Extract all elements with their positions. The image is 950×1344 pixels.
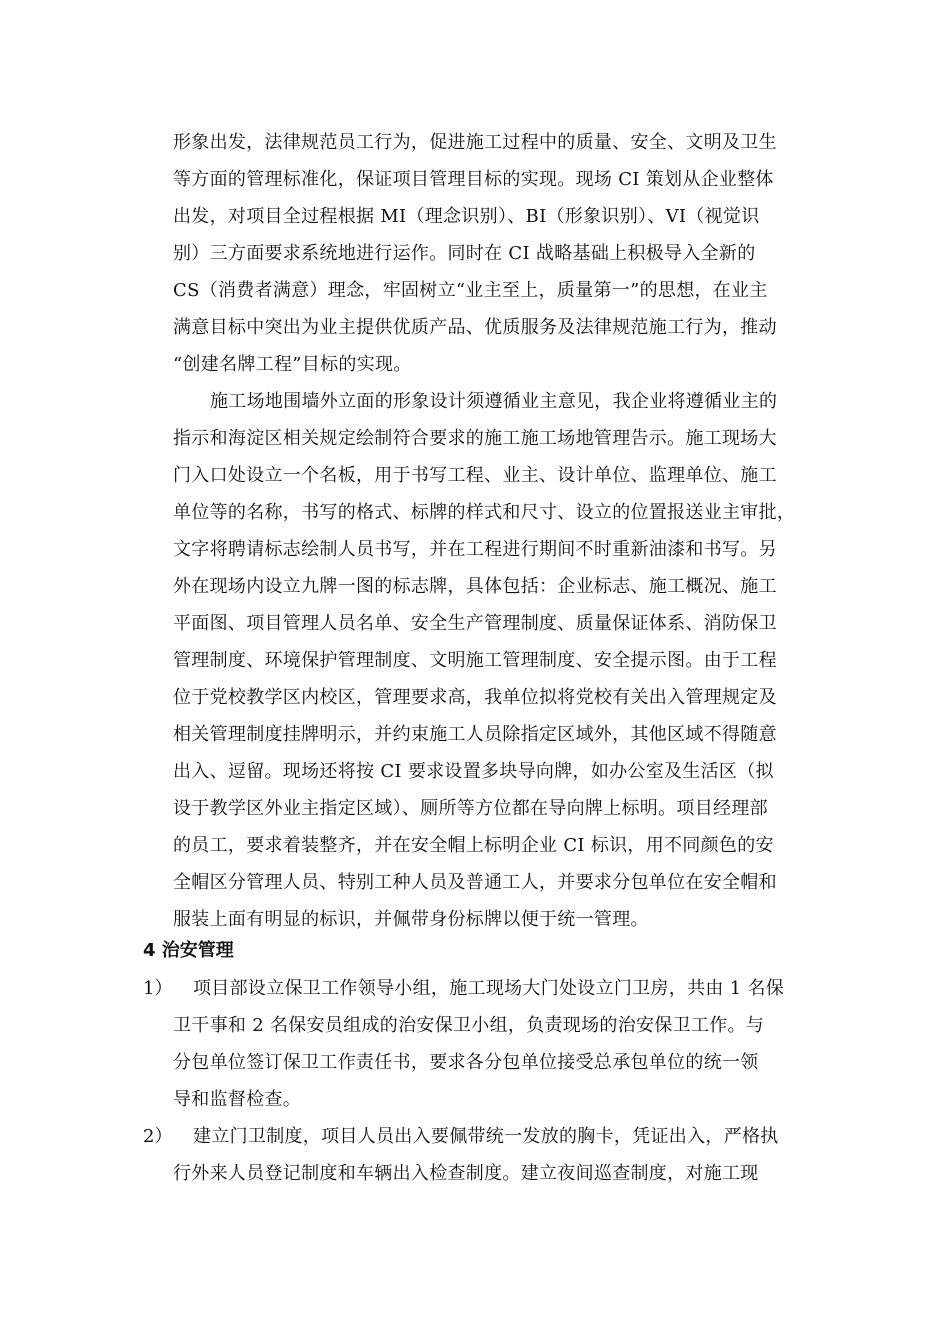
- paragraph-2-line: 平面图、项目管理人员名单、安全生产管理制度、质量保证体系、消防保卫: [173, 613, 777, 634]
- list-item-line: 项目部设立保卫工作领导小组，施工现场大门处设立门卫房，共由 1 名保: [193, 978, 785, 999]
- paragraph-2-line: 设于教学区外业主指定区域）、厕所等方位都在导向牌上标明。项目经理部: [173, 798, 768, 819]
- paragraph-2-line: 全帽区分管理人员、特别工种人员及普通工人，并要求分包单位在安全帽和: [173, 872, 777, 893]
- paragraph-1-line: CS（消费者满意）理念，牢固树立“业主至上，质量第一”的思想，在业主: [173, 280, 768, 301]
- paragraph-1-line: 等方面的管理标准化，保证项目管理目标的实现。现场 CI 策划从企业整体: [173, 169, 774, 190]
- paragraph-1-line: 满意目标中突出为业主提供优质产品、优质服务及法律规范施工行为，推动: [173, 317, 777, 338]
- paragraph-2-line: 指示和海淀区相关规定绘制符合要求的施工施工场地管理告示。施工现场大: [173, 428, 777, 449]
- paragraph-2-line: 单位等的名称，书写的格式、标牌的样式和尺寸、设立的位置报送业主审批，: [173, 502, 796, 523]
- paragraph-2-line: 相关管理制度挂牌明示，并约束施工人员除指定区域外，其他区域不得随意: [173, 724, 777, 745]
- paragraph-2-line: 的员工，要求着装整齐，并在安全帽上标明企业 CI 标识，用不同颜色的安: [173, 835, 774, 856]
- paragraph-1-line: 形象出发，法律规范员工行为，促进施工过程中的质量、安全、文明及卫生: [173, 132, 777, 153]
- list-item-line: 行外来人员登记制度和车辆出入检查制度。建立夜间巡查制度，对施工现: [173, 1163, 759, 1184]
- paragraph-1-line: 别）三方面要求系统地进行运作。同时在 CI 战略基础上积极导入全新的: [173, 243, 756, 264]
- paragraph-2-line: 出入、逗留。现场还将按 CI 要求设置多块导向牌，如办公室及生活区（拟: [173, 761, 774, 782]
- list-item-line: 分包单位签订保卫工作责任书，要求各分包单位接受总承包单位的统一领: [173, 1052, 759, 1073]
- list-item-line: 建立门卫制度，项目人员出入要佩带统一发放的胸卡，凭证出入，严格执: [193, 1126, 779, 1147]
- paragraph-2-line: 施工场地围墙外立面的形象设计须遵循业主意见，我企业将遵循业主的: [210, 391, 778, 412]
- paragraph-2-line: 外在现场内设立九牌一图的标志牌，具体包括：企业标志、施工概况、施工: [173, 576, 777, 597]
- paragraph-2-line: 管理制度、环境保护管理制度、文明施工管理制度、安全提示图。由于工程: [173, 650, 777, 671]
- list-item-marker: 2）: [143, 1126, 173, 1147]
- paragraph-2-line: 文字将聘请标志绘制人员书写，并在工程进行期间不时重新油漆和书写。另: [173, 539, 777, 560]
- section-heading: 4 治安管理: [143, 940, 234, 961]
- paragraph-2-line: 门入口处设立一个名板，用于书写工程、业主、设计单位、监理单位、施工: [173, 465, 777, 486]
- list-item-marker: 1）: [143, 978, 173, 999]
- paragraph-2-line: 服装上面有明显的标识，并佩带身份标牌以便于统一管理。: [173, 909, 649, 930]
- paragraph-1-line: 出发，对项目全过程根据 MI（理念识别）、BI（形象识别）、VI（视觉识: [173, 206, 760, 227]
- list-item-line: 导和监督检查。: [173, 1089, 302, 1110]
- paragraph-2-line: 位于党校教学区内校区，管理要求高，我单位拟将党校有关出入管理规定及: [173, 687, 777, 708]
- list-item-line: 卫干事和 2 名保安员组成的治安保卫小组，负责现场的治安保卫工作。与: [173, 1015, 765, 1036]
- paragraph-1-line: “创建名牌工程”目标的实现。: [173, 354, 412, 375]
